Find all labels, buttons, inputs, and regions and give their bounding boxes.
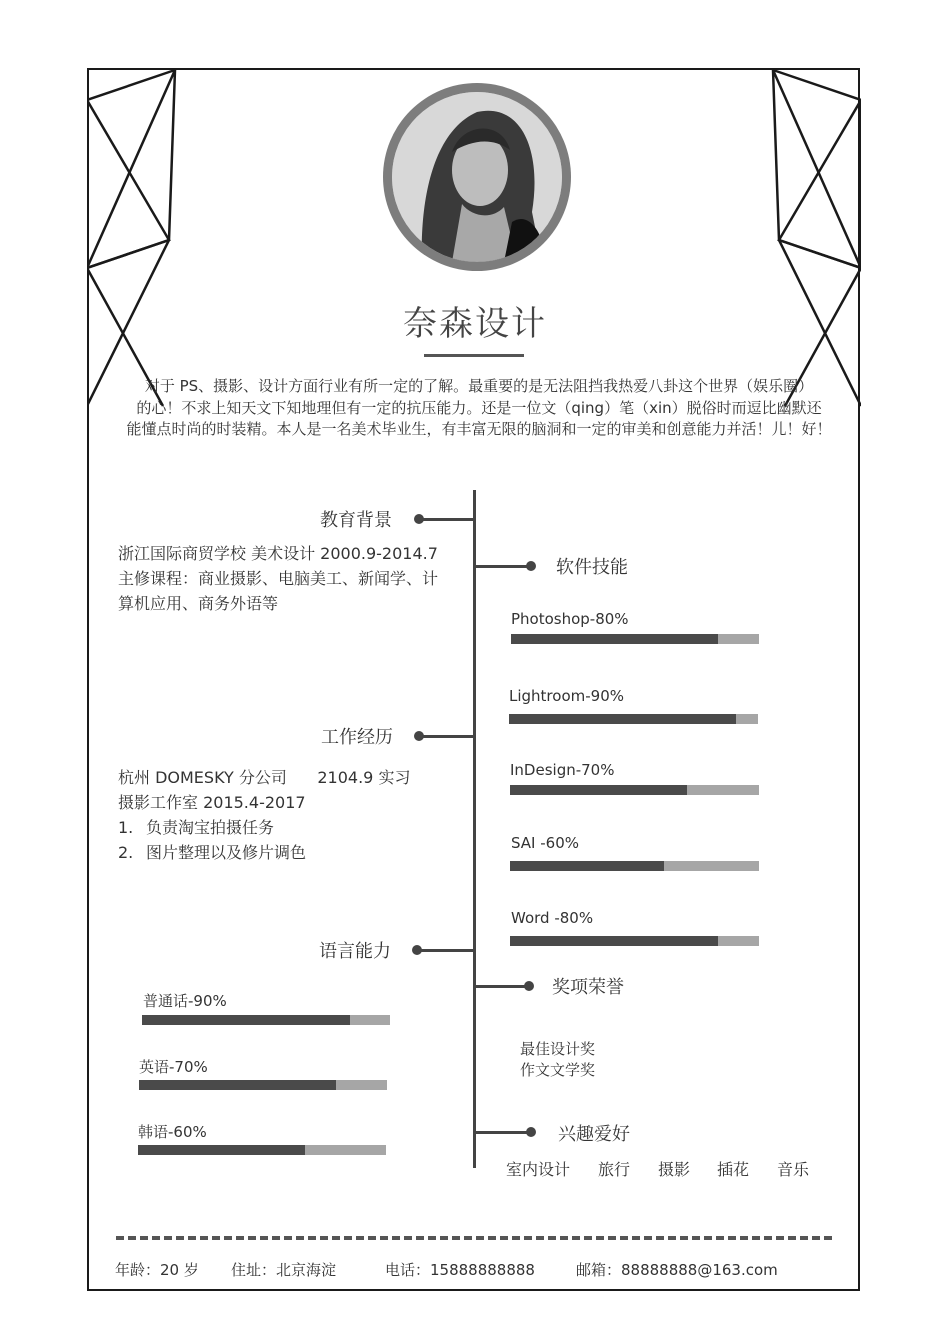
section-heading-education: 教育背景 bbox=[320, 510, 392, 531]
name-underline bbox=[424, 354, 524, 357]
software-label: Photoshop-80% bbox=[511, 610, 629, 628]
section-heading-software: 软件技能 bbox=[556, 557, 628, 578]
timeline-spine bbox=[473, 490, 476, 1168]
intro-line: 对于 PS、摄影、设计方面行业有所一定的了解。最重要的是无法阻挡我热爱八卦这个世界（娱乐圈） bbox=[144, 377, 814, 395]
timeline-branch bbox=[420, 518, 475, 521]
award-item: 作文文学奖 bbox=[520, 1061, 596, 1079]
language-bar bbox=[139, 1080, 387, 1090]
timeline-dot bbox=[412, 945, 422, 955]
work-list-item bbox=[118, 840, 410, 865]
section-heading-hobbies: 兴趣爱好 bbox=[558, 1124, 630, 1145]
geometric-decoration-left bbox=[87, 68, 177, 413]
timeline-dot bbox=[526, 1127, 536, 1137]
award-item: 最佳设计奖 bbox=[520, 1040, 596, 1058]
timeline-dot bbox=[526, 561, 536, 571]
education-line: 算机应用、商务外语等 bbox=[118, 594, 279, 613]
language-bar-fill bbox=[138, 1145, 305, 1155]
language-bar-fill bbox=[139, 1080, 336, 1090]
software-bar bbox=[510, 785, 759, 795]
intro-line: 能懂点时尚的时装精。本人是一名美术毕业生，有丰富无限的脑洞和一定的审美和创意能力并活！儿！好！ bbox=[126, 420, 832, 438]
footer-email: 邮箱：88888888@163.com bbox=[576, 1261, 778, 1279]
software-bar bbox=[509, 714, 758, 724]
language-label: 韩语-60% bbox=[138, 1123, 207, 1141]
intro-paragraph bbox=[104, 376, 854, 441]
software-bar-fill bbox=[510, 785, 687, 795]
software-label: Word -80% bbox=[511, 909, 594, 927]
language-label: 英语-70% bbox=[139, 1058, 208, 1076]
software-bar bbox=[511, 634, 759, 644]
footer-phone: 电话：15888888888 bbox=[385, 1261, 535, 1279]
list-text: 图片整理以及修片调色 bbox=[146, 843, 307, 862]
language-bar bbox=[138, 1145, 386, 1155]
list-text: 负责淘宝拍摄任务 bbox=[146, 818, 275, 837]
awards-list bbox=[520, 1039, 595, 1081]
footer-age: 年龄：20 岁 bbox=[115, 1261, 199, 1279]
work-list-item bbox=[118, 815, 410, 840]
geometric-decoration-right bbox=[771, 68, 861, 413]
language-label: 普通话-90% bbox=[143, 992, 227, 1010]
software-bar bbox=[510, 936, 759, 946]
software-label: Lightroom-90% bbox=[509, 687, 624, 705]
work-line: 摄影工作室 2015.4-2017 bbox=[118, 793, 306, 812]
timeline-branch bbox=[420, 735, 475, 738]
timeline-branch bbox=[475, 1131, 532, 1134]
software-label: InDesign-70% bbox=[510, 761, 615, 779]
timeline-branch bbox=[475, 985, 530, 988]
software-bar-fill bbox=[510, 861, 664, 871]
timeline-dot bbox=[414, 731, 424, 741]
hobby-item: 插花 bbox=[717, 1160, 750, 1179]
list-number: 2. bbox=[118, 843, 134, 862]
footer-divider bbox=[116, 1236, 832, 1240]
software-bar-fill bbox=[511, 634, 718, 644]
education-line: 浙江国际商贸学校 美术设计 2000.9-2014.7 bbox=[118, 544, 438, 563]
resume-name: 奈森设计 bbox=[403, 304, 547, 344]
hobby-item: 摄影 bbox=[658, 1160, 691, 1179]
avatar bbox=[392, 92, 562, 262]
section-heading-languages: 语言能力 bbox=[319, 941, 391, 962]
software-bar-fill bbox=[510, 936, 718, 946]
software-bar-fill bbox=[509, 714, 736, 724]
list-number: 1. bbox=[118, 818, 134, 837]
work-details bbox=[118, 765, 410, 865]
language-bar bbox=[142, 1015, 390, 1025]
timeline-dot bbox=[524, 981, 534, 991]
software-bar bbox=[510, 861, 759, 871]
hobby-item: 音乐 bbox=[777, 1160, 810, 1179]
hobby-item: 室内设计 bbox=[506, 1160, 571, 1179]
section-heading-awards: 奖项荣誉 bbox=[552, 977, 624, 998]
education-details bbox=[118, 541, 438, 616]
footer-address: 住址：北京海淀 bbox=[231, 1261, 337, 1279]
hobby-item: 旅行 bbox=[598, 1160, 631, 1179]
language-bar-fill bbox=[142, 1015, 350, 1025]
software-label: SAI -60% bbox=[511, 834, 580, 852]
section-heading-work: 工作经历 bbox=[321, 727, 393, 748]
portrait-image bbox=[392, 92, 562, 262]
timeline-branch bbox=[475, 565, 532, 568]
timeline-branch bbox=[418, 949, 475, 952]
work-line: 杭州 DOMESKY 分公司 2104.9 实习 bbox=[118, 768, 411, 787]
education-line: 主修课程：商业摄影、电脑美工、新闻学、计 bbox=[118, 569, 439, 588]
timeline-dot bbox=[414, 514, 424, 524]
intro-line: 的心！不求上知天文下知地理但有一定的抗压能力。还是一位文（qing）笔（xin）脱俗时而逗比幽默还 bbox=[136, 398, 822, 417]
